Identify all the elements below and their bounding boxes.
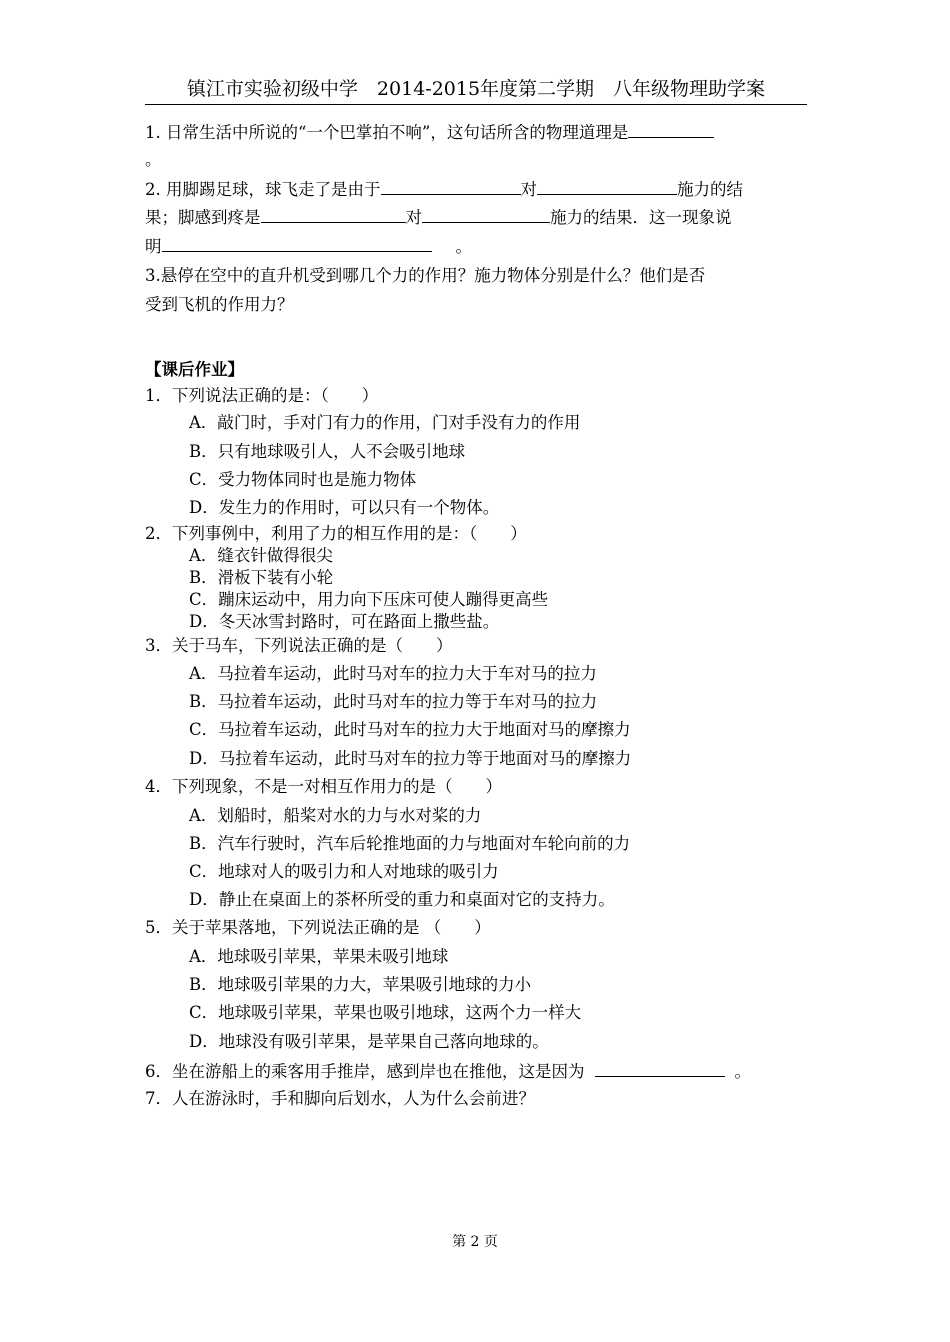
- question-2-text: 果；脚感到疼是: [145, 208, 261, 227]
- question-2-text: 施力的结: [677, 180, 743, 199]
- question-3: 3.悬停在空中的直升机受到哪几个力的作用？施力物体分别是什么？他们是否: [145, 266, 706, 285]
- option: A．缝衣针做得很尖: [189, 546, 333, 565]
- option: C．地球吸引苹果，苹果也吸引地球，这两个力一样大: [189, 1003, 582, 1022]
- question-2-text: 施力的结果．这一现象说: [550, 208, 732, 227]
- option: A．敲门时，手对门有力的作用，门对手没有力的作用: [189, 413, 581, 432]
- option: A．划船时，船桨对水的力与水对桨的力: [189, 806, 482, 825]
- option: C．马拉着车运动，此时马对车的拉力大于地面对马的摩擦力: [189, 720, 631, 739]
- option: A．马拉着车运动，此时马对车的拉力大于车对马的拉力: [189, 664, 597, 683]
- option: C．受力物体同时也是施力物体: [189, 470, 417, 489]
- question-6-text: 。: [734, 1062, 751, 1081]
- answer-blank: [381, 178, 521, 195]
- question-2-text: 对: [520, 180, 537, 199]
- question-2-text: 对: [405, 208, 422, 227]
- option: B．只有地球吸引人，人不会吸引地球: [189, 442, 466, 461]
- question-2-line-3: [145, 235, 472, 258]
- answer-blank: [162, 235, 432, 252]
- homework-question-6: [145, 1060, 751, 1083]
- question-2: [145, 178, 743, 201]
- option: D．马拉着车运动，此时马对车的拉力等于地面对马的摩擦力: [189, 749, 632, 768]
- answer-blank: [537, 178, 677, 195]
- option: C．蹦床运动中，用力向下压床可使人蹦得更高些: [189, 590, 549, 609]
- option: B．马拉着车运动，此时马对车的拉力等于车对马的拉力: [189, 692, 598, 711]
- homework-question-7: 7．人在游泳时，手和脚向后划水，人为什么会前进？: [145, 1089, 535, 1108]
- page-number: 第 2 页: [452, 1234, 498, 1250]
- question-1-text: 1. 日常生活中所说的“一个巴掌拍不响”，这句话所含的物理道理是: [145, 123, 629, 142]
- option: A．地球吸引苹果，苹果未吸引地球: [189, 947, 449, 966]
- option: B．汽车行驶时，汽车后轮推地面的力与地面对车轮向前的力: [189, 834, 631, 853]
- question-1: [145, 121, 714, 144]
- answer-blank: [595, 1060, 725, 1077]
- homework-question-3: 3．关于马车，下列说法正确的是（ ）: [145, 636, 453, 655]
- question-2-text: 明: [145, 237, 162, 256]
- question-6-text: 6．坐在游船上的乘客用手推岸，感到岸也在推他，这是因为: [145, 1062, 585, 1081]
- answer-blank: [422, 206, 550, 223]
- question-1-end: 。: [145, 150, 162, 169]
- option: D．冬天冰雪封路时，可在路面上撒些盐。: [189, 612, 500, 631]
- option: D．地球没有吸引苹果，是苹果自己落向地球的。: [189, 1032, 549, 1051]
- question-2-text: 。: [455, 237, 472, 256]
- option: B．滑板下装有小轮: [189, 568, 334, 587]
- option: C．地球对人的吸引力和人对地球的吸引力: [189, 862, 499, 881]
- option: D．发生力的作用时，可以只有一个物体。: [189, 498, 500, 517]
- homework-title: 【课后作业】: [145, 360, 244, 379]
- question-2-text: 2. 用脚踢足球，球飞走了是由于: [145, 180, 381, 199]
- question-2-line-2: [145, 206, 732, 229]
- homework-question-1: 1．下列说法正确的是：（ ）: [145, 386, 379, 405]
- homework-question-2: 2．下列事例中，利用了力的相互作用的是：（ ）: [145, 524, 527, 543]
- option: D．静止在桌面上的茶杯所受的重力和桌面对它的支持力。: [189, 890, 615, 909]
- homework-question-4: 4．下列现象，不是一对相互作用力的是（ ）: [145, 777, 502, 796]
- answer-blank: [261, 206, 406, 223]
- answer-blank: [628, 121, 714, 138]
- homework-question-5: 5．关于苹果落地，下列说法正确的是 （ ）: [145, 918, 491, 937]
- page-header: 镇江市实验初级中学 2014-2015年度第二学期 八年级物理助学案: [145, 74, 807, 105]
- option: B．地球吸引苹果的力大，苹果吸引地球的力小: [189, 975, 532, 994]
- question-3-line-2: 受到飞机的作用力？: [145, 295, 294, 314]
